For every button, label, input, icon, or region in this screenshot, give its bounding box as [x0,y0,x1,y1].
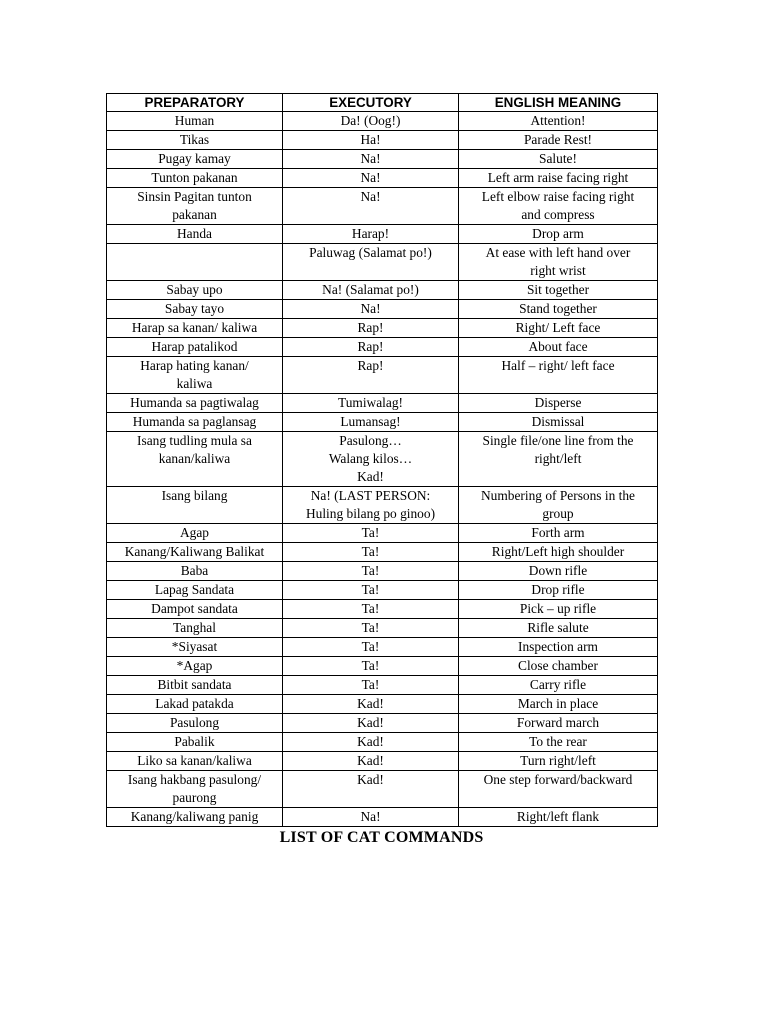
table-row [107,169,658,188]
cell-text: Tikas [179,132,210,147]
cell-text: Tunton pakanan [151,170,238,185]
table-row [107,300,658,319]
cell-text: kanan/kaliwa [158,451,231,466]
cell-text: Dismissal [531,414,585,429]
executory-cell [283,225,459,244]
table-row [107,244,658,281]
english-meaning-cell [459,319,658,338]
table-row [107,131,658,150]
preparatory-cell [107,281,283,300]
table-row [107,524,658,543]
preparatory-cell [107,432,283,487]
cell-text: Attention! [530,113,586,128]
preparatory-cell [107,319,283,338]
cell-text: Numbering of Persons in the [481,488,635,503]
executory-cell [283,619,459,638]
english-meaning-cell [459,244,658,281]
cell-text: Isang hakbang pasulong/ [127,772,262,787]
preparatory-cell [107,487,283,524]
table-row [107,281,658,300]
cell-text: Isang bilang [161,488,228,503]
cell-text: Forward march [516,715,600,730]
english-meaning-cell [459,432,658,487]
cell-text: At ease with left hand over [485,245,631,260]
executory-cell [283,487,459,524]
executory-cell [283,657,459,676]
table-row [107,638,658,657]
table-row [107,619,658,638]
cell-text: Rifle salute [527,620,589,635]
executory-cell [283,188,459,225]
cell-text: Disperse [534,395,582,410]
cell-text: Harap sa kanan/ kaliwa [131,320,258,335]
preparatory-cell [107,150,283,169]
cell-text: Pick – up rifle [519,601,597,616]
english-meaning-cell [459,188,658,225]
preparatory-cell [107,357,283,394]
english-meaning-cell [459,638,658,657]
executory-cell [283,338,459,357]
cell-text: Tanghal [173,620,216,635]
cell-text: Ta! [361,582,380,597]
cell-text: Drop arm [532,226,584,241]
table-row [107,319,658,338]
cell-text: Lumansag! [340,414,401,429]
english-meaning-cell [459,771,658,808]
cell-text: Sinsin Pagitan tunton [137,189,252,204]
cell-text: Ta! [361,620,380,635]
executory-cell [283,676,459,695]
table-row [107,562,658,581]
table-row [107,771,658,808]
table-row [107,657,658,676]
executory-cell [283,600,459,619]
executory-cell [283,808,459,827]
cell-text: Kad! [357,696,384,711]
cell-text: right wrist [530,263,586,278]
cell-text: Pasulong [169,715,220,730]
cell-text: right/left [534,451,582,466]
preparatory-cell [107,657,283,676]
cell-text: Walang kilos… [328,451,413,466]
preparatory-cell [107,714,283,733]
cell-text: Pabalik [174,734,215,749]
cell-text: Drop rifle [531,582,585,597]
english-meaning-cell [459,300,658,319]
english-meaning-cell [459,600,658,619]
executory-cell [283,543,459,562]
preparatory-cell [107,169,283,188]
cell-text: March in place [517,696,599,711]
table-row [107,394,658,413]
cell-text: Right/ Left face [515,320,601,335]
executory-cell [283,733,459,752]
cell-text: Na! [360,809,381,824]
table-row [107,695,658,714]
cell-text: Humanda sa paglansag [132,414,257,429]
table-header-row [107,94,658,112]
cell-text: Stand together [519,301,597,316]
table-row [107,225,658,244]
cell-text: Kad! [357,469,384,484]
table-row [107,733,658,752]
cell-text: Agap [179,525,209,540]
english-meaning-cell [459,543,658,562]
english-meaning-cell [459,112,658,131]
cell-text: paurong [172,790,217,805]
preparatory-cell [107,771,283,808]
cell-text: Handa [177,226,212,241]
cell-text: Human [174,113,215,128]
cell-text: Bitbit sandata [157,677,232,692]
cell-text: Na! [360,170,381,185]
preparatory-cell [107,676,283,695]
executory-cell [283,169,459,188]
preparatory-cell [107,300,283,319]
executory-cell [283,300,459,319]
executory-cell [283,581,459,600]
english-meaning-cell [459,131,658,150]
english-meaning-cell [459,581,658,600]
cell-text [111,244,278,262]
cell-text: Kad! [357,734,384,749]
executory-cell [283,695,459,714]
preparatory-cell [107,733,283,752]
header-english-meaning: ENGLISH MEANING [459,94,658,112]
cell-text: Harap! [351,226,390,241]
executory-cell [283,131,459,150]
english-meaning-cell [459,338,658,357]
cell-text: Paluwag (Salamat po!) [309,245,432,260]
preparatory-cell [107,244,283,281]
table-row [107,600,658,619]
executory-cell [283,281,459,300]
english-meaning-cell [459,281,658,300]
cell-text: Na! [360,189,381,204]
table-row [107,543,658,562]
cell-text: Ha! [360,132,381,147]
preparatory-cell [107,112,283,131]
preparatory-cell [107,562,283,581]
cell-text: Isang tudling mula sa [137,433,252,448]
english-meaning-cell [459,524,658,543]
cell-text: Na! (Salamat po!) [322,282,419,297]
cell-text: Sit together [526,282,590,297]
english-meaning-cell [459,676,658,695]
executory-cell [283,752,459,771]
cell-text: Ta! [361,658,380,673]
table-row [107,714,658,733]
cell-text: Carry rifle [529,677,587,692]
executory-cell [283,524,459,543]
cell-text: Liko sa kanan/kaliwa [137,753,252,768]
preparatory-cell [107,413,283,432]
cell-text: Salute! [539,151,577,166]
executory-cell [283,319,459,338]
executory-cell [283,562,459,581]
cell-text: Na! (LAST PERSON: [310,488,431,503]
preparatory-cell [107,188,283,225]
english-meaning-cell [459,733,658,752]
preparatory-cell [107,131,283,150]
cell-text: Ta! [361,677,380,692]
executory-cell [283,112,459,131]
cell-text: Lapag Sandata [154,582,235,597]
english-meaning-cell [459,487,658,524]
cell-text: Da! (Oog!) [340,113,401,128]
cell-text: Harap patalikod [151,339,238,354]
cell-text: Baba [180,563,209,578]
header-executory: EXECUTORY [283,94,459,112]
document-caption: LIST OF CAT COMMANDS [279,829,484,846]
cell-text: About face [528,339,588,354]
cell-text: Right/Left high shoulder [491,544,625,559]
preparatory-cell [107,695,283,714]
cell-text: Tumiwalag! [338,395,403,410]
preparatory-cell [107,619,283,638]
cell-text: pakanan [172,207,217,222]
cell-text: Left arm raise facing right [487,170,629,185]
cell-text: Forth arm [531,525,585,540]
english-meaning-cell [459,150,658,169]
table-row [107,112,658,131]
english-meaning-cell [459,695,658,714]
english-meaning-cell [459,752,658,771]
cell-text: Single file/one line from the [482,433,634,448]
english-meaning-cell [459,657,658,676]
table-row [107,581,658,600]
cell-text: Pugay kamay [158,151,231,166]
english-meaning-cell [459,808,658,827]
cell-text: Ta! [361,525,380,540]
cell-text: *Siyasat [171,639,218,654]
cell-text: Ta! [361,601,380,616]
table-row [107,338,658,357]
preparatory-cell [107,543,283,562]
table-row [107,676,658,695]
cell-text: Lakad patakda [155,696,234,711]
cell-text: Pasulong… [339,433,402,448]
table-row [107,752,658,771]
english-meaning-cell [459,714,658,733]
cell-text: Sabay upo [166,282,223,297]
preparatory-cell [107,581,283,600]
english-meaning-cell [459,169,658,188]
table-row [107,808,658,827]
executory-cell [283,150,459,169]
english-meaning-cell [459,357,658,394]
english-meaning-cell [459,562,658,581]
preparatory-cell [107,394,283,413]
cell-text: Rap! [357,320,384,335]
preparatory-cell [107,338,283,357]
cell-text: Rap! [357,358,384,373]
cell-text: Kad! [357,753,384,768]
executory-cell [283,432,459,487]
preparatory-cell [107,225,283,244]
header-preparatory: PREPARATORY [107,94,283,112]
preparatory-cell [107,638,283,657]
table-row [107,413,658,432]
english-meaning-cell [459,619,658,638]
cell-text: kaliwa [176,376,213,391]
cell-text: Humanda sa pagtiwalag [130,395,259,410]
cell-text: Turn right/left [520,753,596,768]
cell-text: Ta! [361,639,380,654]
cell-text: Down rifle [528,563,588,578]
executory-cell [283,244,459,281]
table-row [107,432,658,487]
english-meaning-cell [459,413,658,432]
table-row [107,188,658,225]
cell-text: Ta! [361,563,380,578]
cell-text: Parade Rest! [523,132,593,147]
executory-cell [283,771,459,808]
table-row [107,150,658,169]
english-meaning-cell [459,225,658,244]
commands-table [106,93,658,827]
cell-text: Harap hating kanan/ [140,358,249,373]
executory-cell [283,714,459,733]
cell-text: Kanang/kaliwang panig [130,809,259,824]
cell-text: Left elbow raise facing right [481,189,635,204]
preparatory-cell [107,752,283,771]
cell-text: To the rear [529,734,587,749]
cell-text: Kad! [357,715,384,730]
cell-text: Half – right/ left face [501,358,615,373]
preparatory-cell [107,524,283,543]
cell-text: Close chamber [518,658,598,673]
cell-text: Ta! [361,544,380,559]
table-row [107,357,658,394]
cell-text: Kanang/Kaliwang Balikat [124,544,265,559]
cell-text: group [542,506,574,521]
cell-text: and compress [521,207,595,222]
cell-text: Inspection arm [518,639,598,654]
cell-text: Dampot sandata [151,601,238,616]
cell-text: *Agap [176,658,213,673]
cell-text: Rap! [357,339,384,354]
cell-text: Na! [360,301,381,316]
cell-text: Huling bilang po ginoo) [305,506,436,521]
preparatory-cell [107,600,283,619]
cell-text: One step forward/backward [483,772,633,787]
preparatory-cell [107,808,283,827]
cell-text: Sabay tayo [164,301,225,316]
executory-cell [283,638,459,657]
executory-cell [283,357,459,394]
table-body [107,112,658,827]
executory-cell [283,394,459,413]
cell-text: Right/left flank [516,809,600,824]
english-meaning-cell [459,394,658,413]
table-row [107,487,658,524]
cell-text: Na! [360,151,381,166]
cell-text: Kad! [357,772,384,787]
executory-cell [283,413,459,432]
document-page [106,93,657,848]
